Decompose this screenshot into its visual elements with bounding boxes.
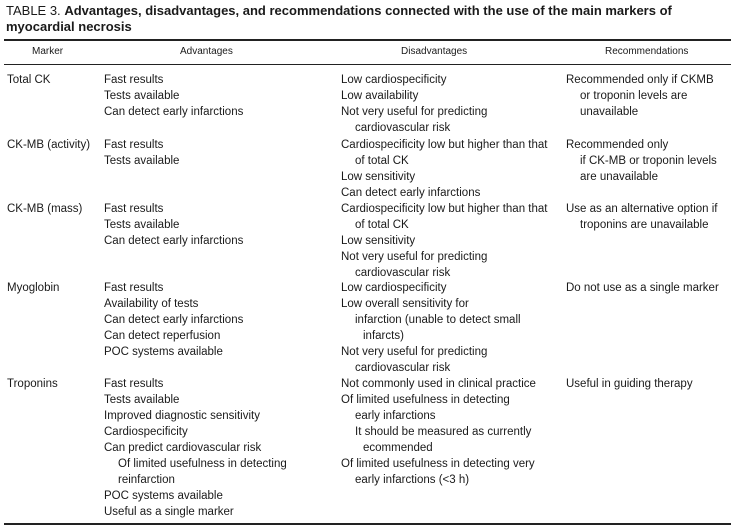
recommendation-item: if CK-MB or troponin levels	[580, 155, 717, 167]
disadvantage-item: of total CK	[355, 155, 409, 167]
recommendation-item: Recommended only if CKMB	[566, 74, 714, 86]
row-marker: CK-MB (activity)	[7, 139, 91, 151]
recommendation-item: are unavailable	[580, 171, 659, 183]
disadvantage-item: cardiovascular risk	[355, 267, 451, 279]
advantage-item: POC systems available	[104, 490, 223, 502]
advantage-item: Fast results	[104, 203, 164, 215]
row-recommendations	[566, 72, 714, 120]
row-disadvantages	[341, 72, 487, 136]
row-disadvantages	[341, 201, 547, 281]
recommendation-item: Useful in guiding therapy	[566, 378, 693, 390]
header-advantages: Advantages	[180, 46, 233, 57]
row-advantages	[104, 280, 243, 360]
advantage-item: POC systems available	[104, 346, 223, 358]
table-label: TABLE 3.	[6, 3, 61, 18]
disadvantage-item: Low cardiospecificity	[341, 282, 447, 294]
advantage-item: Tests available	[104, 155, 180, 167]
advantage-item: Can detect reperfusion	[104, 330, 221, 342]
disadvantage-item: cardiovascular risk	[355, 362, 451, 374]
disadvantage-item: Low sensitivity	[341, 171, 416, 183]
row-recommendations	[566, 201, 718, 233]
advantage-item: Can detect early infarctions	[104, 235, 244, 247]
disadvantage-item: Not commonly used in clinical practice	[341, 378, 536, 390]
header-marker: Marker	[32, 46, 64, 57]
header-rule	[4, 64, 731, 65]
advantage-item: Fast results	[104, 282, 164, 294]
advantage-item: Fast results	[104, 139, 164, 151]
row-recommendations	[566, 376, 693, 392]
disadvantage-item: Cardiospecificity low but higher than that	[341, 139, 548, 151]
row-disadvantages	[341, 137, 547, 201]
row-marker: Myoglobin	[7, 282, 60, 294]
disadvantage-item: Not very useful for predicting	[341, 251, 488, 263]
disadvantage-item: Can detect early infarctions	[341, 187, 481, 199]
row-advantages	[104, 376, 287, 520]
disadvantage-item: infarction (unable to detect small	[355, 314, 521, 326]
disadvantage-item: Of limited usefulness in detecting very	[341, 458, 535, 470]
row-disadvantages	[341, 280, 521, 376]
row-marker: CK-MB (mass)	[7, 203, 83, 215]
disadvantage-item: early infarctions (<3 h)	[355, 474, 470, 486]
advantage-item: Fast results	[104, 74, 164, 86]
disadvantage-item: Low sensitivity	[341, 235, 416, 247]
disadvantage-item: Of limited usefulness in detecting	[341, 394, 510, 406]
advantage-item: Improved diagnostic sensitivity	[104, 410, 260, 422]
disadvantage-item: It should be measured as currently	[355, 426, 532, 438]
disadvantage-item: Cardiospecificity low but higher than that	[341, 203, 548, 215]
advantage-item: Fast results	[104, 378, 164, 390]
row-recommendations	[566, 137, 717, 185]
recommendation-item: unavailable	[580, 106, 639, 118]
header-recommendations: Recommendations	[605, 46, 689, 57]
table-caption	[6, 3, 726, 35]
recommendation-item: Recommended only	[566, 139, 669, 151]
row-advantages	[104, 137, 179, 169]
advantage-item: Can predict cardiovascular risk	[104, 442, 262, 454]
bottom-rule	[4, 523, 731, 525]
disadvantage-item: infarcts)	[363, 330, 404, 342]
recommendation-item: Do not use as a single marker	[566, 282, 719, 294]
row-marker: Troponins	[7, 378, 58, 390]
recommendation-item: troponins are unavailable	[580, 219, 709, 231]
disadvantage-item: early infarctions	[355, 410, 436, 422]
advantage-item: Cardiospecificity	[104, 426, 188, 438]
row-marker: Total CK	[7, 74, 51, 86]
recommendation-item: or troponin levels are	[580, 90, 688, 102]
advantage-item: Useful as a single marker	[104, 506, 234, 518]
recommendation-item: Use as an alternative option if	[566, 203, 718, 215]
advantage-item: Can detect early infarctions	[104, 106, 244, 118]
advantage-item: Tests available	[104, 90, 180, 102]
disadvantage-item: cardiovascular risk	[355, 122, 451, 134]
advantage-item: Availability of tests	[104, 298, 199, 310]
disadvantage-item: Not very useful for predicting	[341, 106, 488, 118]
header-disadvantages: Disadvantages	[401, 46, 468, 57]
disadvantage-item: Not very useful for predicting	[341, 346, 488, 358]
row-recommendations	[566, 280, 719, 296]
table-title: Advantages, disadvantages, and recommendations connected with the use of the main markers of myocardial necrosis	[6, 3, 672, 34]
row-disadvantages	[341, 376, 536, 488]
disadvantage-item: Low cardiospecificity	[341, 74, 447, 86]
top-rule	[4, 39, 731, 41]
disadvantage-item: Low availability	[341, 90, 419, 102]
row-advantages	[104, 72, 243, 120]
advantage-item: Tests available	[104, 219, 180, 231]
advantage-item: Of limited usefulness in detecting	[118, 458, 287, 470]
advantage-item: reinfarction	[118, 474, 175, 486]
row-advantages	[104, 201, 243, 249]
disadvantage-item: ecommended	[363, 442, 433, 454]
advantage-item: Can detect early infarctions	[104, 314, 244, 326]
advantage-item: Tests available	[104, 394, 180, 406]
disadvantage-item: of total CK	[355, 219, 409, 231]
disadvantage-item: Low overall sensitivity for	[341, 298, 469, 310]
